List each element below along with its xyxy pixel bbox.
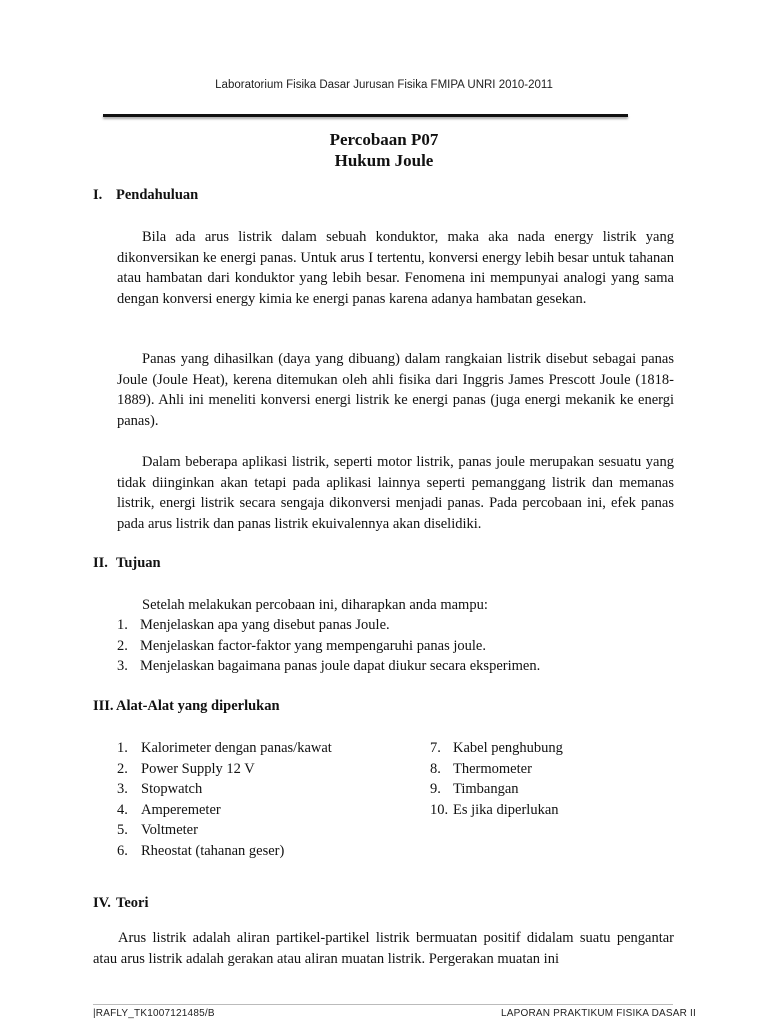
tujuan-list <box>117 615 540 677</box>
list-item: 5. Voltmeter <box>117 822 198 838</box>
section-title: Teori <box>116 895 149 911</box>
running-header: Laboratorium Fisika Dasar Jurusan Fisika FMIPA UNRI 2010-2011 <box>215 79 553 91</box>
section-number: I. <box>93 187 103 203</box>
pendahuluan-paragraph-1: Bila ada arus listrik dalam sebuah konduktor, maka aka nada energy listrik yang dikonversikan ke energi panas. Untuk arus I tertentu, konversi energy lebih besar untuk tahanan atau hambatan dari konduktor yang lebih besar. Fenomena ini mempunyai analogi yang sama dengan konversi energy kimia ke energi panas karena adanya hambatan gesekan. <box>117 229 674 307</box>
pendahuluan-paragraph-3: Dalam beberapa aplikasi listrik, seperti motor listrik, panas joule merupakan sesuatu yang tidak diinginkan akan tetapi pada aplikasi lainnya seperti pemanggang listrik dan memanas listrik, energi listrik secara sengaja dikonversi menjadi panas. Pada percobaan ini, efek panas pada arus listrik dan panas listrik ekuivalennya akan diselidiki. <box>117 454 674 532</box>
section-heading-alat <box>93 698 280 715</box>
header-divider <box>103 114 628 117</box>
list-item: 10. Es jika diperlukan <box>430 801 559 818</box>
section-heading-teori <box>93 895 149 912</box>
pendahuluan-paragraph-2: Panas yang dihasilkan (daya yang dibuang) dalam rangkaian listrik disebut sebagai panas Joule (Joule Heat), kerena ditemukan oleh ahli fisika dari Inggris James Prescott Joule (1818-1889). Ahli ini meneliti konversi energi listrik ke energi panas (juga energi mekanik ke energi panas). <box>117 351 674 429</box>
tujuan-intro: Setelah melakukan percobaan ini, diharapkan anda mampu: <box>142 597 488 613</box>
section-title: Pendahuluan <box>116 187 199 203</box>
list-item: 7. Kabel penghubung <box>430 740 563 756</box>
section-heading-tujuan <box>93 555 161 572</box>
alat-list-column-1 <box>117 738 332 861</box>
document-subtitle: Hukum Joule <box>334 151 434 170</box>
list-item: 3. Menjelaskan bagaimana panas joule dapat diukur secara eksperimen. <box>117 658 541 674</box>
list-item: 2. Power Supply 12 V <box>117 760 255 777</box>
list-item: 1. Menjelaskan apa yang disebut panas Joule. <box>117 617 390 633</box>
list-item: 6. Rheostat (tahanan geser) <box>117 842 285 859</box>
list-item: 8. Thermometer <box>430 760 532 777</box>
document-title: Percobaan P07 <box>329 130 439 149</box>
section-heading-pendahuluan <box>93 187 198 204</box>
footer-divider <box>93 1004 673 1005</box>
section-number: IV. <box>93 895 111 911</box>
alat-list-column-2 <box>430 738 563 820</box>
list-item: 3. Stopwatch <box>117 781 203 797</box>
list-item: 1. Kalorimeter dengan panas/kawat <box>117 740 332 756</box>
teori-paragraph: Arus listrik adalah aliran partikel-partikel listrik bermuatan positif didalam suatu pengantar atau arus listrik adalah gerakan atau aliran muatan listrik. Pergerakan muatan ini <box>93 930 674 967</box>
list-item: 4. Amperemeter <box>117 801 221 818</box>
list-item: 9. Timbangan <box>430 781 519 797</box>
footer-report-title: LAPORAN PRAKTIKUM FISIKA DASAR II <box>501 1008 696 1019</box>
footer-author: |RAFLY_TK1007121485/B <box>93 1008 215 1019</box>
section-title: Alat-Alat yang diperlukan <box>116 698 280 714</box>
section-number: III. <box>93 698 114 714</box>
section-title: Tujuan <box>116 555 161 571</box>
list-item: 2. Menjelaskan factor-faktor yang mempengaruhi panas joule. <box>117 637 486 654</box>
section-number: II. <box>93 555 108 571</box>
